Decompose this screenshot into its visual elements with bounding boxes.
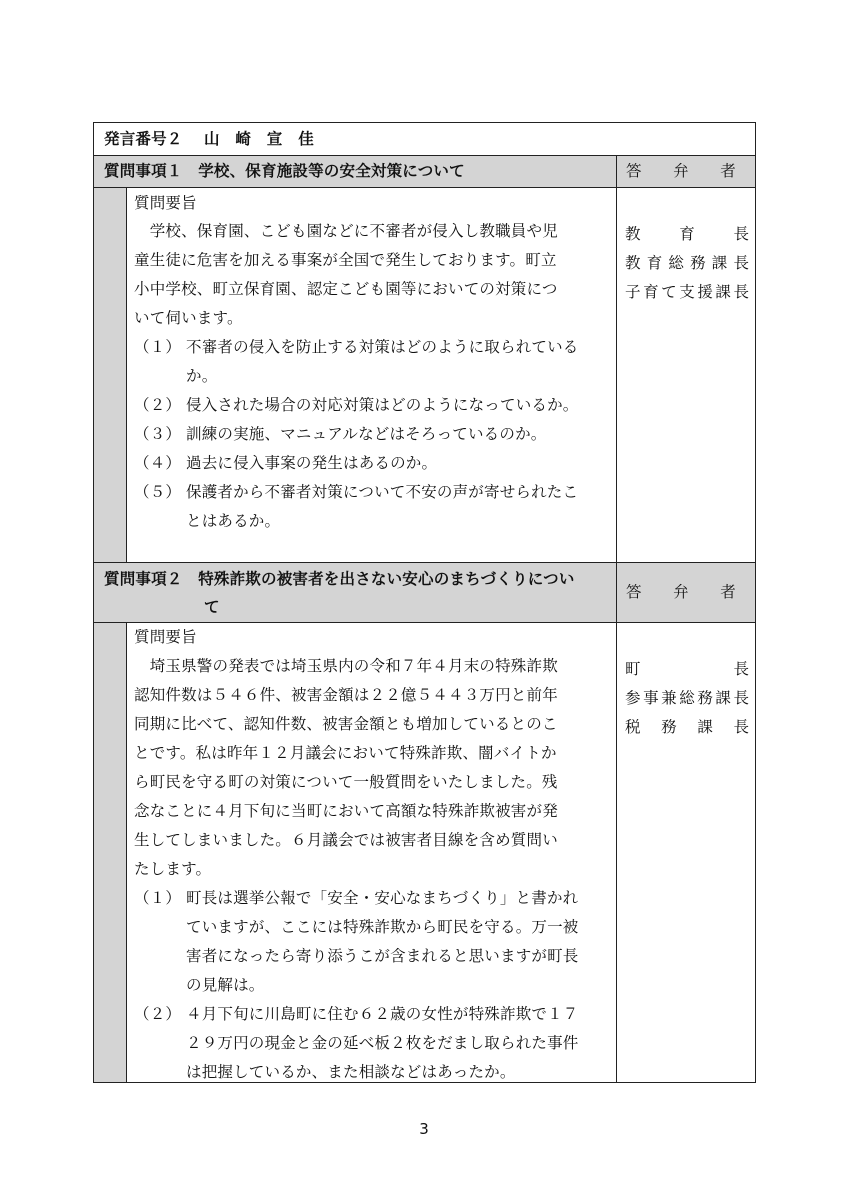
section2-item-line: は把握しているか、また相談などはあったか。 (186, 1063, 516, 1081)
section2-title: 質問事項２ 特殊詐欺の被害者を出さない安心のまちづくりについ (104, 570, 575, 588)
section2-body-line: 認知件数は５４６件、被害金額は２２億５４４３万円と前年 (134, 686, 558, 704)
section1-item-number: （４） (134, 454, 182, 472)
char: 子 (625, 283, 641, 301)
section2-answerer (625, 715, 749, 737)
char: 総 (668, 254, 684, 272)
section1-answerer (625, 222, 749, 244)
char: 長 (733, 718, 749, 736)
page-number: 3 (419, 1120, 429, 1138)
section1-item-line: 不審者の侵入を防止する対策はどのように取られている (186, 338, 579, 356)
char: 兼 (661, 689, 677, 707)
char: 教 (625, 225, 641, 243)
char: 援 (697, 283, 713, 301)
section1-answerer (625, 251, 749, 273)
section2-item-line: ４月下旬に川島町に住む６２歳の女性が特殊詐欺で１７ (186, 1005, 579, 1023)
section2-gutter (94, 622, 126, 1082)
section1-item-line: 侵入された場合の対応対策はどのようになっているか。 (186, 396, 579, 414)
char: 育 (646, 254, 663, 272)
section1-summary-label: 質問要旨 (134, 194, 197, 212)
rule (616, 155, 617, 1082)
section2-body-line: ら町民を守る町の対策について一般質問をいたしました。残 (134, 773, 558, 791)
section2-title-continued: て (204, 598, 220, 616)
section1-body-line: 小中学校、町立保育園、認定こども園等においての対策につ (134, 280, 558, 298)
speaker-label: 発言番号２ (104, 130, 183, 148)
section2-body-line: 埼玉県警の発表では埼玉県内の令和７年４月末の特殊詐欺 (134, 657, 558, 675)
section2-body-line: 念なことに４月下旬に当町において高額な特殊詐欺被害が発 (134, 802, 558, 820)
rule (126, 622, 127, 1082)
section1-body-line: 学校、保育園、こども園などに不審者が侵入し教職員や児 (134, 222, 558, 240)
section1-item-line: 過去に侵入事案の発生はあるのか。 (186, 454, 438, 472)
char: 務 (661, 718, 677, 736)
section2-item-line: の見解は。 (186, 976, 265, 994)
section2-answerer-header: 答 弁 者 (626, 583, 736, 601)
section1-item-number: （２） (134, 396, 182, 414)
section2-body-line: 同期に比べて、認知件数、被害金額とも増加しているとのこ (134, 715, 558, 733)
section2-body-line: たします。 (134, 860, 212, 878)
section1-item-number: （１） (134, 338, 182, 356)
section1-body-line: いて伺います。 (134, 309, 243, 327)
section2-summary-label: 質問要旨 (134, 628, 197, 646)
section1-item-line: とはあるか。 (186, 512, 281, 530)
section2-item-line: ２９万円の現金と金の延べ板２枚をだまし取られた事件 (186, 1034, 579, 1052)
section1-item-line: 保護者から不審者対策について不安の声が寄せられたこ (186, 483, 579, 501)
char: 長 (733, 660, 749, 678)
section1-item-line: 訓練の実施、マニュアルなどはそろっているのか。 (186, 425, 547, 443)
section1-answerer (625, 280, 749, 302)
speaker-name: 山 崎 宣 佳 (204, 130, 314, 148)
char: 課 (715, 283, 731, 301)
section2-item-number: （１） (134, 889, 182, 907)
char: 育 (679, 225, 695, 243)
section1-item-number: （３） (134, 425, 182, 443)
char: 税 (625, 718, 641, 736)
rule (93, 562, 756, 563)
section1-item-line: か。 (186, 367, 218, 385)
char: 課 (697, 718, 713, 736)
char: 支 (679, 283, 695, 301)
rule (126, 187, 127, 562)
char: 総 (679, 689, 695, 707)
char: 事 (643, 689, 659, 707)
char: 長 (733, 689, 749, 707)
section2-answerer (625, 657, 749, 679)
section1-gutter (94, 187, 126, 562)
section1-item-number: （５） (134, 483, 182, 501)
char: 務 (697, 689, 713, 707)
section1-answerer-header: 答 弁 者 (626, 162, 736, 180)
char: 課 (715, 689, 731, 707)
char: 課 (711, 254, 728, 272)
char: 長 (733, 254, 749, 272)
char: 長 (733, 225, 749, 243)
section2-item-line: 害者になったら寄り添うこが含まれると思いますが町長 (186, 947, 579, 965)
char: 務 (690, 254, 706, 272)
char: 町 (625, 660, 641, 678)
char: 育 (643, 283, 659, 301)
section2-item-number: （２） (134, 1005, 182, 1023)
section1-body-line: 童生徒に危害を加える事案が全国で発生しております。町立 (134, 251, 557, 269)
section2-answerer (625, 686, 749, 708)
char: て (661, 283, 677, 301)
char: 教 (625, 254, 641, 272)
char: 参 (625, 689, 641, 707)
section2-body-line: とです。私は昨年１２月議会において特殊詐欺、闇バイトか (134, 744, 557, 762)
section2-item-line: ていますが、ここには特殊詐欺から町民を守る。万一被 (186, 918, 579, 936)
section1-title: 質問事項１ 学校、保育施設等の安全対策について (104, 162, 465, 180)
section2-item-line: 町長は選挙公報で「安全・安心なまちづくり」と書かれ (186, 889, 579, 907)
section2-body-line: 生してしまいました。６月議会では被害者目線を含め質問い (134, 831, 558, 849)
char: 長 (733, 283, 749, 301)
